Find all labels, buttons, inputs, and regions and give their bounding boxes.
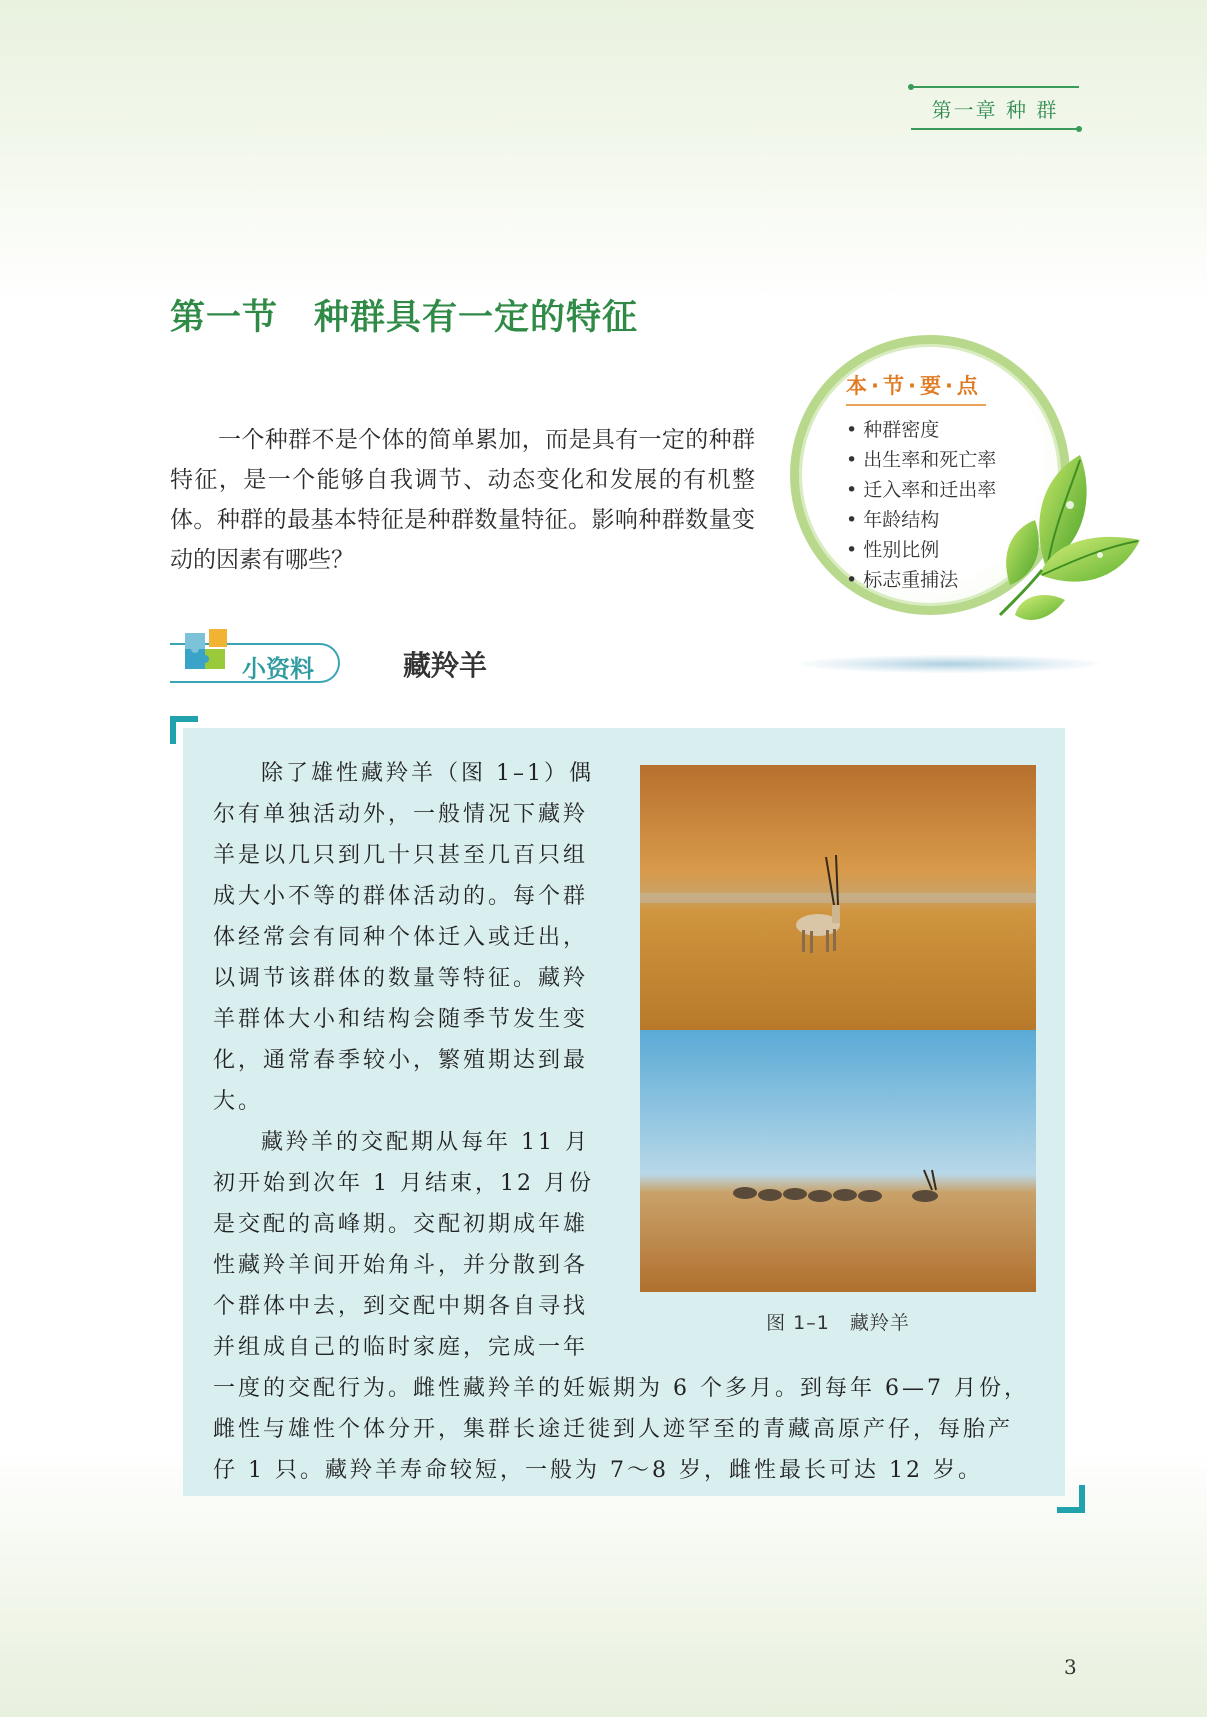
- page-number: 3: [1064, 1655, 1077, 1679]
- key-point-item: • 出生率和死亡率: [846, 445, 996, 475]
- key-points-list: [846, 415, 996, 595]
- info-badge-label: 小资料: [242, 655, 314, 683]
- key-point-item: • 标志重捕法: [846, 565, 996, 595]
- info-box: [183, 728, 1065, 1496]
- key-points-panel: [790, 335, 1080, 625]
- key-point-item: • 性别比例: [846, 535, 996, 565]
- figure-caption: 图 1–1 藏羚羊: [766, 1312, 910, 1334]
- info-heading: 藏羚羊: [403, 649, 488, 682]
- decorative-shadow: [800, 655, 1100, 673]
- info-paragraph: 藏羚羊的交配期从每年 11 月初开始到次年 1 月结束，12 月份是交配的高峰期。交配初期成年雄性藏羚羊间开始角斗，并分散到各个群体中去，到交配中期各自寻找并组成自己的临时家庭，完成一年一度的交配行为。雌性藏羚羊的妊娠期为 6 个多月。到每年 6—7 月份，雌性与雄性个体分开，集群长途迁徙到人迹罕至的青藏高原产仔，每胎产仔 1 只。藏羚羊寿命较短，一般为 7～8 岁，雌性最长可达 12 岁。: [213, 1130, 1029, 1483]
- chapter-label: 第一章 种 群: [911, 86, 1079, 130]
- key-point-item: • 迁入率和迁出率: [846, 475, 996, 505]
- puzzle-icon: [183, 627, 235, 679]
- antelope-photo-single: [640, 765, 1036, 1030]
- key-point-item: • 年龄结构: [846, 505, 996, 535]
- section-title: 第一节 种群具有一定的特征: [170, 297, 639, 338]
- antelope-photo-herd: [640, 1030, 1036, 1292]
- box-corner-bottom-right: [1057, 1485, 1085, 1513]
- key-point-item: • 种群密度: [846, 415, 996, 445]
- info-paragraph: 除了雄性藏羚羊（图 1–1）偶尔有单独活动外，一般情况下藏羚羊是以几只到几十只甚至几百只组成大小不等的群体活动的。每个群体经常会有同种个体迁入或迁出，以调节该群体的数量等特征。藏羚羊群体大小和结构会随季节发生变化，通常春季较小，繁殖期达到最大。: [213, 761, 594, 1114]
- green-leaves-icon: [990, 415, 1150, 645]
- key-points-title: 本·节·要·点: [846, 370, 986, 406]
- intro-paragraph: 一个种群不是个体的简单累加，而是具有一定的种群特征，是一个能够自我调节、动态变化和发展的有机整体。种群的最基本特征是种群数量特征。影响种群数量变动的因素有哪些？: [170, 427, 755, 573]
